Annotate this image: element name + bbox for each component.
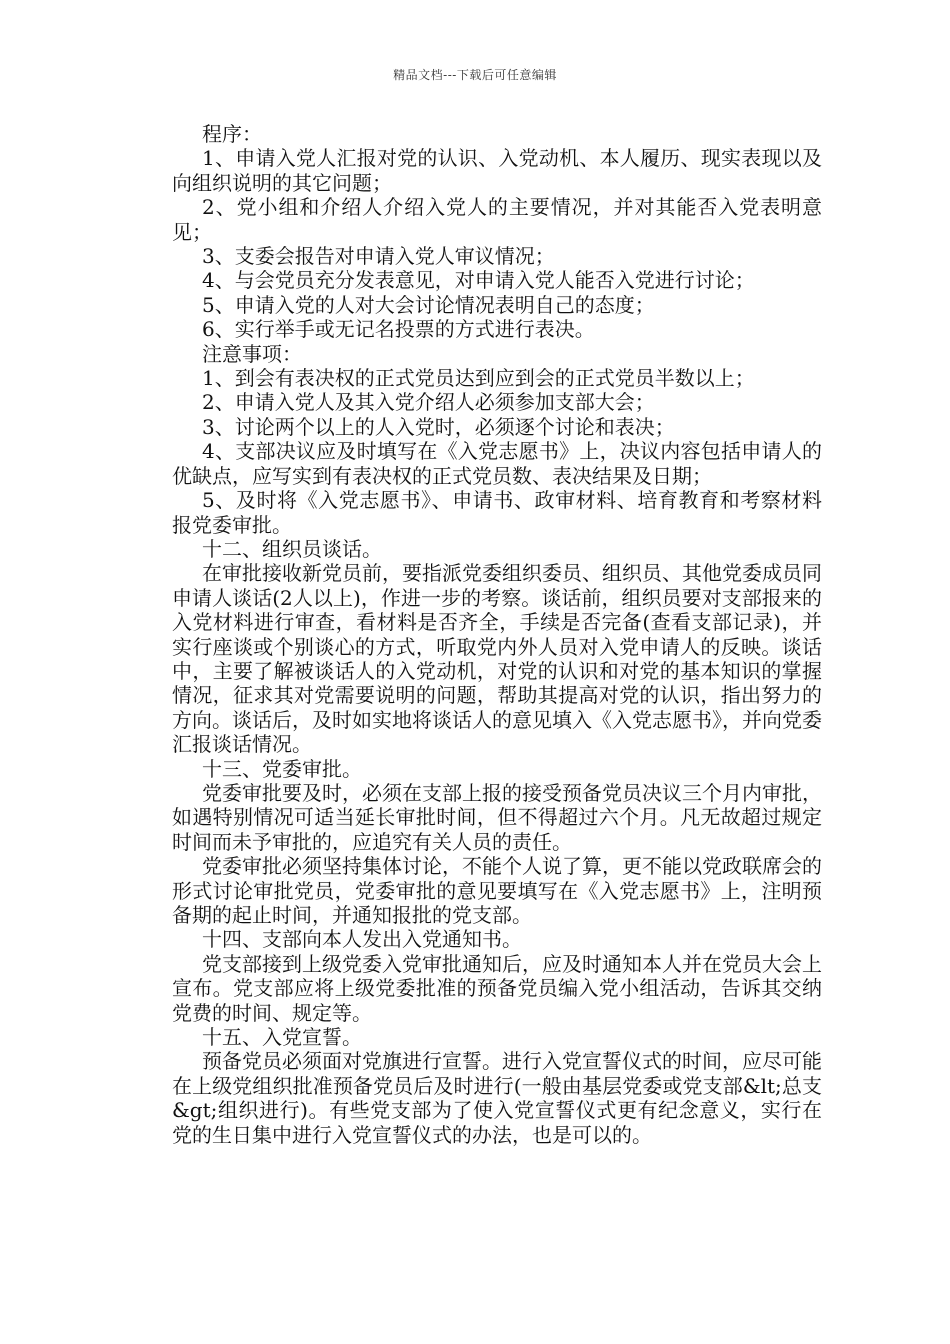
paragraph: 5、申请入党的人对大会讨论情况表明自己的态度； [202,292,655,317]
paragraph: 党委审批必须坚持集体讨论，不能个人说了算，更不能以党政联席会的形式讨论审批党员，党委审批的意见要填写在《入党志愿书》上，注明预备期的起止时间，并通知报批的党支部。 [172,854,822,927]
paragraph: 党支部接到上级党委入党审批通知后，应及时通知本人并在党员大会上宣布。党支部应将上级党委批准的预备党员编入党小组活动，告诉其交纳党费的时间、规定等。 [172,951,822,1025]
paragraph: 预备党员必须面对党旗进行宣誓。进行入党宣誓仪式的时间，应尽可能在上级党组织批准预备党员后及时进行(一般由基层党委或党支部&lt;总支&gt;组织进行)。有些党支部为了使入党宣誓仪式更有纪念意义，实行在党的生日集中进行入党宣誓仪式的办法，也是可以的。 [172,1049,822,1147]
paragraph: 1、到会有表决权的正式党员达到应到会的正式党员半数以上； [202,366,755,391]
paragraph: 6、实行举手或无记名投票的方式进行表决。 [202,317,595,342]
paragraph: 2、党小组和介绍人介绍入党人的主要情况，并对其能否入党表明意见； [172,195,822,244]
page-header: 精品文档---下载后可任意编辑 [393,68,557,82]
paragraph: 2、申请入党人及其入党介绍人必须参加支部大会； [202,390,655,415]
paragraph: 4、与会党员充分发表意见，对申请入党人能否入党进行讨论； [202,268,755,293]
section-heading: 十五、入党宣誓。 [202,1025,362,1050]
document-body [172,122,822,1147]
section-heading: 十四、支部向本人发出入党通知书。 [202,927,522,952]
paragraph: 党委审批要及时，必须在支部上报的接受预备党员决议三个月内审批，如遇特别情况可适当延长审批时间，但不得超过六个月。凡无故超过规定时间而未予审批的，应追究有关人员的责任。 [172,780,822,854]
paragraph: 4、支部决议应及时填写在《入党志愿书》上，决议内容包括申请人的优缺点，应写实到有表决权的正式党员数、表决结果及日期； [172,439,822,488]
paragraph: 程序： [202,122,262,146]
paragraph: 3、支委会报告对申请入党人审议情况； [202,244,555,269]
paragraph: 5、及时将《入党志愿书》、申请书、政审材料、培育教育和考察材料报党委审批。 [172,488,822,537]
section-heading: 十二、组织员谈话。 [202,536,382,561]
section-heading: 十三、党委审批。 [202,756,362,781]
paragraph: 1、申请入党人汇报对党的认识、入党动机、本人履历、现实表现以及向组织说明的其它问题； [172,146,822,195]
paragraph: 注意事项： [202,341,302,366]
paragraph: 在审批接收新党员前，要指派党委组织委员、组织员、其他党委成员同申请人谈话(2人以上)，作进一步的考察。谈话前，组织员要对支部报来的入党材料进行审查，看材料是否齐全，手续是否完备(查看支部记录)，并实行座谈或个别谈心的方式，听取党内外人员对入党申请人的反映。谈话中，主要了解被谈话人的入党动机，对党的认识和对党的基本知识的掌握情况，征求其对党需要说明的问题，帮助其提高对党的认识，指出努力的方向。谈话后，及时如实地将谈话人的意见填入《入党志愿书》，并向党委汇报谈话情况。 [172,561,822,757]
paragraph: 3、讨论两个以上的人入党时，必须逐个讨论和表决； [202,414,675,439]
